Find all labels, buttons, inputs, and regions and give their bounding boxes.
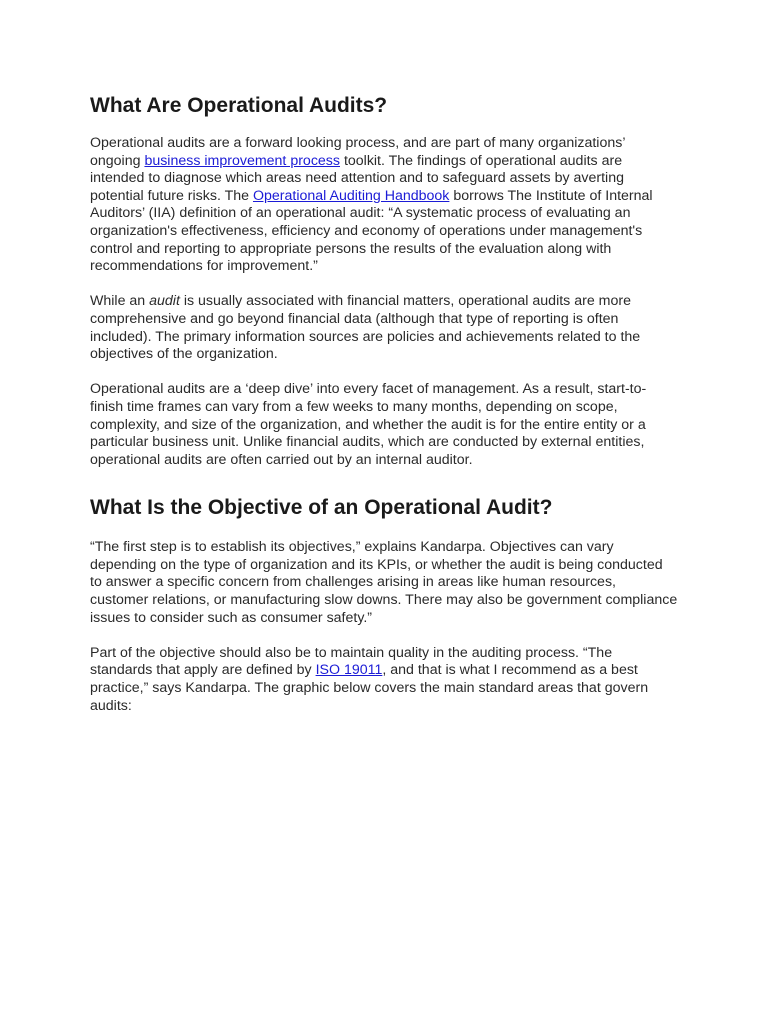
paragraph-text: While an bbox=[90, 293, 150, 310]
paragraph-text: Operational audits are a forward looking process, and are part of many organizations’ ongoing bbox=[90, 135, 625, 169]
iso-19011-link[interactable]: ISO 19011 bbox=[315, 662, 383, 679]
paragraph-text: Part of the objective should also be to maintain quality in the auditing process. “The standards that apply are defined by bbox=[90, 644, 613, 679]
paragraph-deep-dive: Operational audits are a ‘deep dive’ into every facet of management. As a result, start-to-finish time frames can vary from a few weeks to many months, depending on scope, complexity, and size of the organization, and whether the audit is for the entire entity or a particular business unit. Unlike financial audits, which are conducted by external entities, operational audits are often carried out by an internal auditor. bbox=[90, 381, 647, 468]
operational-auditing-handbook-link[interactable]: Operational Auditing Handbook bbox=[252, 187, 450, 204]
paragraph-text: toolkit. The findings of operational audits are intended to diagnose which areas need attention and to safeguard assets by averting potential future risks. The bbox=[90, 152, 624, 204]
paragraph-text: borrows The Institute of Internal Auditors’ (IIA) definition of an operational audit: “A systematic process of evaluating an organization's effectiveness, efficiency and economy of operations under management's control and reporting to appropriate persons the results of the evaluation along with recommendations for improvement.” bbox=[90, 187, 653, 275]
paragraph-objectives-quote: “The first step is to establish its objectives,” explains Kandarpa. Objectives can vary depending on the type of organization and its KPIs, or whether the audit is being conducted to answer a specific concern from challenges arising in areas like human resources, customer relations, or manufacturing slow downs. There may also be government compliance issues to consider such as consumer safety.” bbox=[90, 539, 678, 626]
paragraph-audit-scope bbox=[90, 293, 678, 363]
business-improvement-process-link[interactable]: business improvement process bbox=[144, 152, 340, 169]
section-heading-objective: What Is the Objective of an Operational Audit? bbox=[90, 496, 553, 520]
paragraph-text: , and that is what I recommend as a best practice,” says Kandarpa. The graphic below covers the main standard areas that govern audits: bbox=[90, 662, 649, 714]
paragraph-text: is usually associated with financial matters, operational audits are more comprehensive and go beyond financial data (although that type of reporting is often included). The primary information sources are policies and achievements related to the objectives of the organization. bbox=[90, 293, 641, 363]
section-heading-operational-audits: What Are Operational Audits? bbox=[90, 94, 388, 117]
paragraph-intro bbox=[90, 135, 678, 276]
emphasis-audit: audit bbox=[149, 293, 180, 310]
paragraph-quality-standards bbox=[90, 645, 678, 715]
